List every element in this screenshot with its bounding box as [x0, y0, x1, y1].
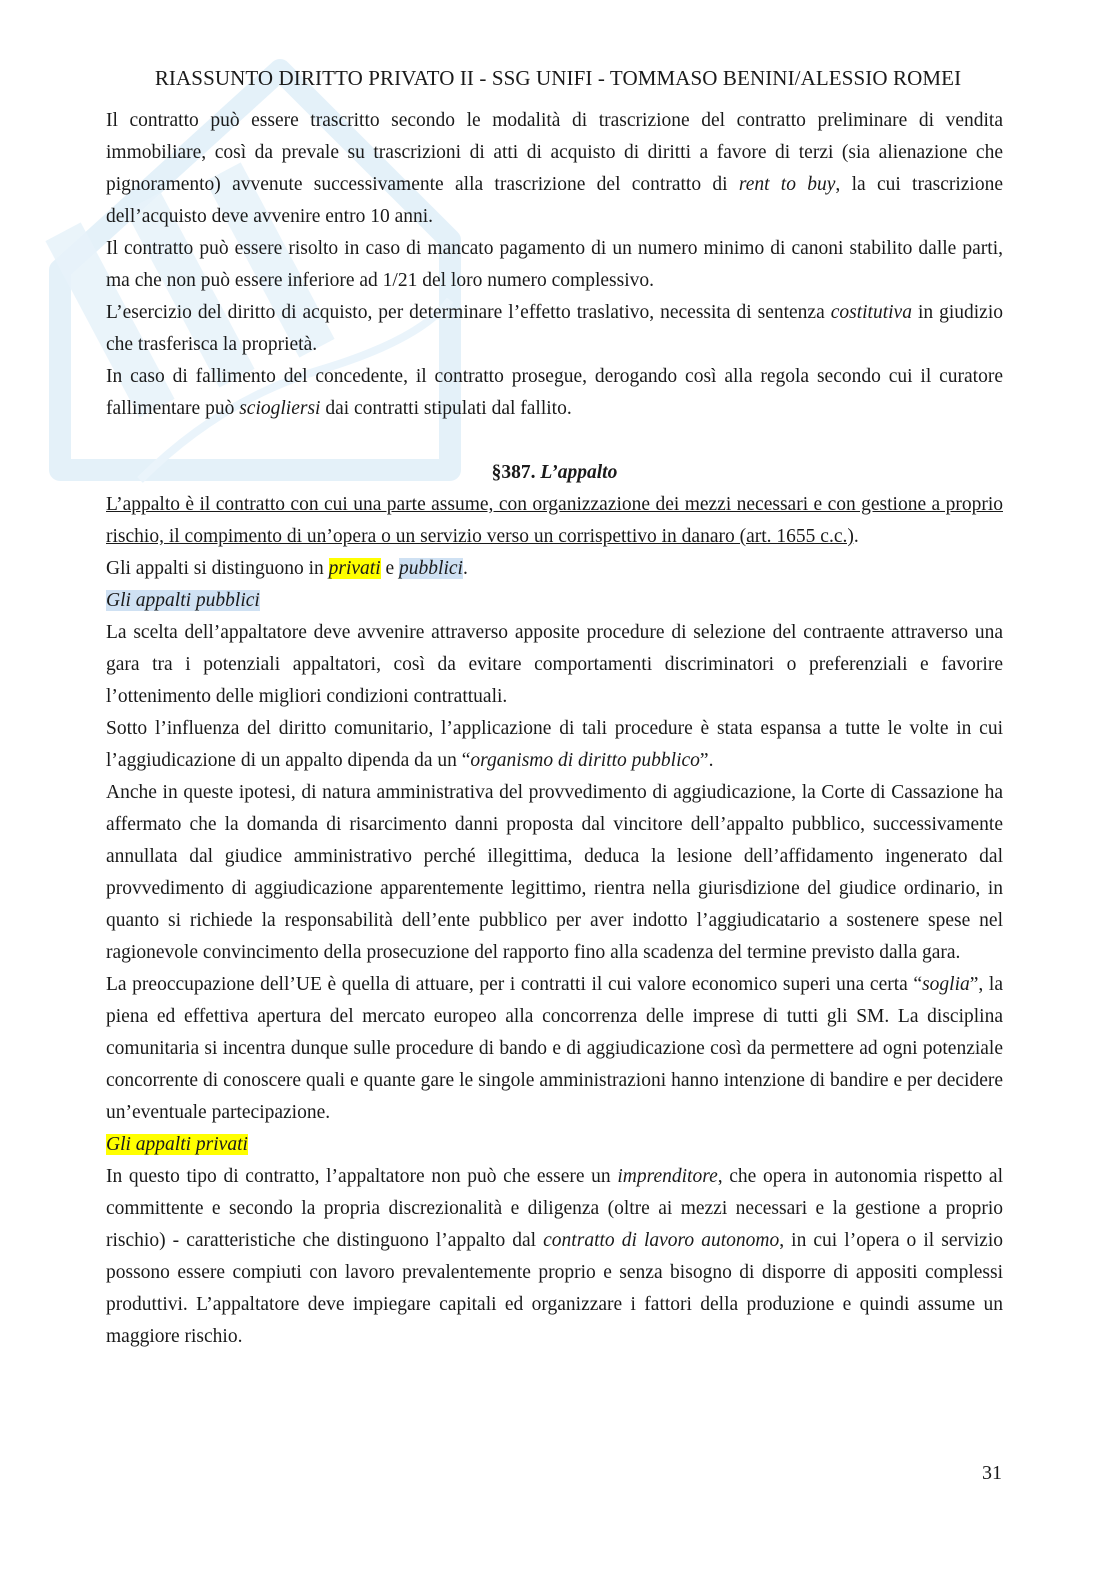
- paragraph-eu-threshold: La preoccupazione dell’UE è quella di attuare, per i contratti il cui valore economico superi una certa “soglia”, la piena ed effettiva apertura del mercato europeo alla concorrenza delle imprese di tutti gli SM. La disciplina comunitaria si incentra dunque sulle procedure di bando e di aggiudicazione così da permettere ad ogni potenziale concorrente di conoscere quali e quante gare le singole amministrazioni hanno intenzione di bandire e per decidere un’eventuale partecipazione.: [106, 974, 1003, 1123]
- paragraph-bankruptcy: In caso di fallimento del concedente, il contratto prosegue, derogando così alla regola secondo cui il curatore fallimentare può sciogliersi dai contratti stipulati dal fallito.: [106, 366, 1003, 419]
- paragraph-rent-to-buy-transcription: Il contratto può essere trascritto secondo le modalità di trascrizione del contratto preliminare di vendita immobiliare, così da prevale su trascrizioni di atti di acquisto di diritti a favore di terzi (sia alienazione che pignoramento) avvenute successivamente alla trascrizione del contratto di rent to buy, la cui trascrizione dell’acquisto deve avvenire entro 10 anni.: [106, 110, 1003, 227]
- highlight-pubblici: pubblici: [399, 558, 463, 579]
- paragraph-purchase-right: L’esercizio del diritto di acquisto, per determinare l’effetto traslativo, necessita di sentenza costitutiva in giudizio che trasferisca la proprietà.: [106, 302, 1004, 355]
- highlight-privati: privati: [328, 558, 381, 579]
- paragraph-community-law: Sotto l’influenza del diritto comunitario, l’applicazione di tali procedure è stata espansa a tutte le volte in cui l’aggiudicazione di un appalto dipenda da un “organismo di diritto pubblico”.: [106, 718, 1003, 771]
- paragraph-contract-resolution: Il contratto può essere risolto in caso di mancato pagamento di un numero minimo di canoni stabilito dalle parti, ma che non può essere inferiore ad 1/21 del loro numero complessivo.: [106, 238, 1003, 291]
- document-body: [106, 105, 1003, 1353]
- definition-text: L’appalto è il contratto con cui una parte assume, con organizzazione dei mezzi necessari e con gestione a proprio rischio, il compimento di un’opera o un servizio verso un corrispettivo in danaro (art. 1655 c.c.): [106, 494, 1003, 547]
- paragraph-private-contractor: In questo tipo di contratto, l’appaltatore non può che essere un imprenditore, che opera in autonomia rispetto al committente e secondo la propria discrezionalità e diligenza (oltre ai mezzi necessari e la gestione a proprio rischio) - caratteristiche che distinguono l’appalto dal contratto di lavoro autonomo, in cui l’opera o il servizio possono essere compiuti con lavoro prevalentemente proprio e senza bisogno di disporre di appositi complessi produttivi. L’appaltatore deve impiegare capitali ed organizzare i fattori della produzione e quindi assume un maggiore rischio.: [106, 1166, 1004, 1347]
- subheading-private-contracts: Gli appalti privati: [106, 1134, 248, 1155]
- paragraph-contractor-selection: La scelta dell’appaltatore deve avvenire attraverso apposite procedure di selezione del contraente attraverso una gara tra i potenziali appaltatori, così da evitare comportamenti discriminatori o preferenziali e favorire l’ottenimento delle migliori condizioni contrattuali.: [106, 622, 1003, 707]
- page-number: 31: [982, 1462, 1002, 1484]
- document-header: RIASSUNTO DIRITTO PRIVATO II - SSG UNIFI - TOMMASO BENINI/ALESSIO ROMEI: [154, 66, 962, 90]
- subheading-public-contracts: Gli appalti pubblici: [106, 590, 260, 611]
- paragraph-cassazione: Anche in queste ipotesi, di natura amministrativa del provvedimento di aggiudicazione, la Corte di Cassazione ha affermato che la domanda di risarcimento danni proposta dal vincitore dell’appalto pubblico, successivamente annullata dal giudice amministrativo perché illegittima, deduca la lesione dell’affidamento ingenerato dal provvedimento di aggiudicazione apparentemente legittimo, rientra nella giurisdizione del giudice ordinario, in quanto si richiede la responsabilità dell’ente pubblico per aver indotto l’aggiudicatario a sostenere spese nel ragionevole convincimento della prosecuzione del rapporto fino alla scadenza del termine previsto dalla gara.: [106, 782, 1003, 963]
- paragraph-types: Gli appalti si distinguono in privati e pubblici.: [106, 558, 468, 579]
- paragraph-definition: L’appalto è il contratto con cui una parte assume, con organizzazione dei mezzi necessari e con gestione a proprio rischio, il compimento di un’opera o un servizio verso un corrispettivo in danaro (art. 1655 c.c.).: [106, 494, 1003, 547]
- section-heading: §387. L’appalto: [491, 462, 618, 483]
